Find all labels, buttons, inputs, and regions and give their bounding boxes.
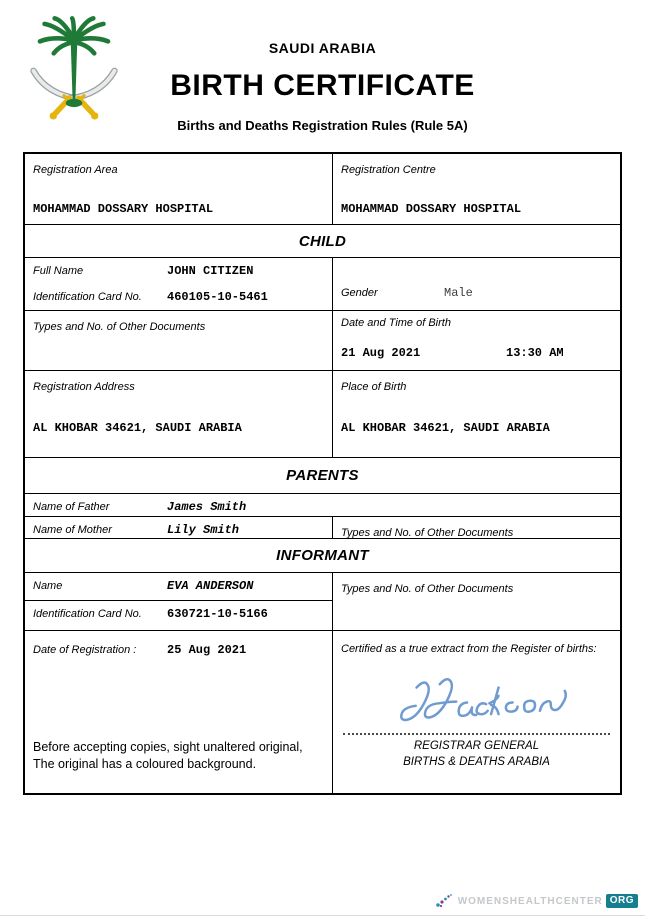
section-header-child: CHILD <box>25 224 620 257</box>
birth-date-value: 21 Aug 2021 <box>341 346 421 360</box>
place-of-birth-cell <box>332 370 620 457</box>
mother-cell <box>25 516 332 538</box>
note-line-1: Before accepting copies, sight unaltered original, <box>33 740 303 755</box>
birth-datetime-label: Date and Time of Birth <box>341 317 451 329</box>
informant-name-value: EVA ANDERSON <box>167 579 254 593</box>
place-of-birth-label: Place of Birth <box>341 381 407 393</box>
registrar-signature <box>372 671 582 729</box>
country-title: SAUDI ARABIA <box>268 40 377 56</box>
informant-other-docs-cell <box>332 572 620 630</box>
gender-label: Gender <box>341 287 378 300</box>
registration-address-value: AL KHOBAR 34621, SAUDI ARABIA <box>33 421 242 435</box>
birth-datetime-cell <box>332 310 620 370</box>
watermark-footer <box>435 893 638 909</box>
registrar-line-2: BIRTHS & DEATHS ARABIA <box>403 755 550 768</box>
child-id-value: 460105-10-5461 <box>167 289 268 304</box>
registrar-line-1: REGISTRAR GENERAL <box>413 739 540 752</box>
parents-other-docs-label: Types and No. of Other Documents <box>341 527 514 539</box>
registrar-title <box>341 738 612 770</box>
certificate-header <box>0 40 645 133</box>
father-label: Name of Father <box>33 501 110 513</box>
informant-other-docs-label: Types and No. of Other Documents <box>341 583 514 595</box>
registration-address-cell <box>25 370 332 457</box>
certificate-table <box>23 152 622 795</box>
original-copy-note <box>33 739 324 787</box>
gender-value: Male <box>444 286 473 301</box>
date-of-registration-label: Date of Registration : <box>33 644 137 656</box>
registration-area-cell <box>25 154 332 224</box>
informant-name-label: Name <box>33 580 63 592</box>
child-id-label: Identification Card No. <box>33 290 142 303</box>
full-name-label: Full Name <box>33 265 84 277</box>
father-value: James Smith <box>167 500 247 514</box>
informant-id-value: 630721-10-5166 <box>167 607 268 621</box>
registration-centre-cell <box>332 154 620 224</box>
date-of-registration-value: 25 Aug 2021 <box>167 643 247 657</box>
registration-centre-label: Registration Centre <box>341 164 436 176</box>
place-of-birth-value: AL KHOBAR 34621, SAUDI ARABIA <box>341 421 550 435</box>
child-other-docs-cell <box>25 310 332 370</box>
father-cell <box>25 493 620 516</box>
registration-area-label: Registration Area <box>33 164 118 176</box>
womenshealthcenter-logo-icon <box>435 893 455 909</box>
signature-icon <box>372 671 582 729</box>
birth-time-value: 13:30 AM <box>506 346 564 360</box>
informant-id-cell <box>25 600 332 630</box>
registration-centre-value: MOHAMMAD DOSSARY HOSPITAL <box>341 202 522 216</box>
section-header-informant: INFORMANT <box>25 538 620 572</box>
note-line-2: The original has a coloured background. <box>33 757 257 772</box>
informant-name-cell <box>25 572 332 600</box>
informant-id-label: Identification Card No. <box>33 608 142 620</box>
signature-dotted-line <box>343 733 610 735</box>
gender-cell <box>332 257 620 310</box>
watermark-org-badge: ORG <box>606 894 638 908</box>
parents-other-docs-cell <box>332 516 620 538</box>
mother-value: Lily Smith <box>167 523 240 537</box>
child-name-cell <box>25 257 332 310</box>
mother-label: Name of Mother <box>33 524 112 536</box>
section-header-parents: PARENTS <box>25 457 620 493</box>
registration-address-label: Registration Address <box>33 381 135 393</box>
certification-cell <box>332 630 620 793</box>
watermark-text: WOMENSHEALTHCENTER <box>457 895 603 907</box>
registration-area-value: MOHAMMAD DOSSARY HOSPITAL <box>33 202 214 216</box>
document-subtitle: Births and Deaths Registration Rules (Rule 5A) <box>177 118 468 133</box>
child-other-docs-label: Types and No. of Other Documents <box>33 321 206 333</box>
certified-extract-label: Certified as a true extract from the Register of births: <box>341 643 597 655</box>
full-name-value: JOHN CITIZEN <box>167 264 254 278</box>
document-title: BIRTH CERTIFICATE <box>170 69 475 102</box>
date-of-registration-cell <box>25 630 332 793</box>
